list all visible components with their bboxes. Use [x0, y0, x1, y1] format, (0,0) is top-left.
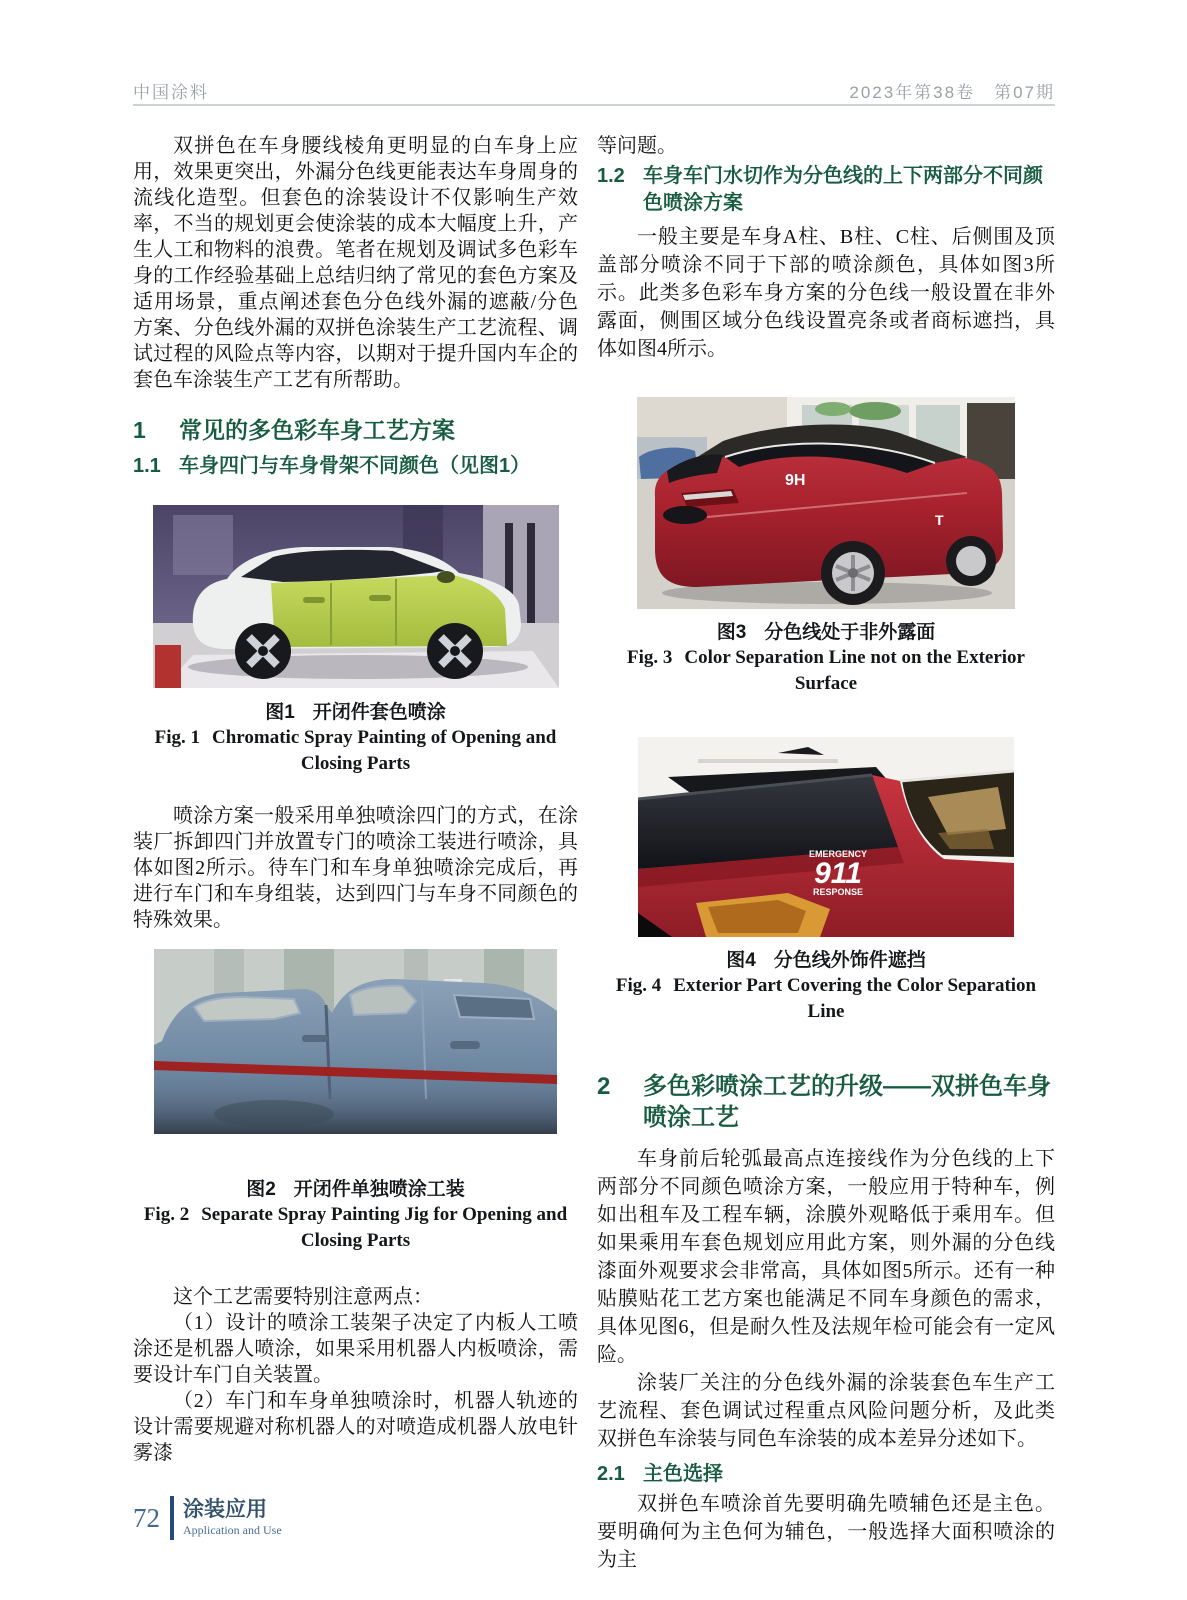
figure-3-caption-zh: 图3 分色线处于非外露面 — [716, 622, 936, 643]
footer-divider — [170, 1496, 174, 1540]
fig4-decal-bottom-text: RESPONSE — [812, 887, 864, 897]
figure-2-caption-zh: 图2 开闭件单独喷涂工装 — [246, 1179, 465, 1200]
note-2: （2）车门和车身单独喷涂时，机器人轨迹的设计需要规避对称机器人的对喷造成机器人放电针雾漆 — [133, 1390, 578, 1464]
figure-1-caption-en: Fig. 1 Chromatic Spray Painting of Opening and Closing Parts — [154, 727, 557, 774]
figure-3-caption-en: Fig. 3 Color Separation Line not on the Exterior Surface — [627, 647, 1025, 694]
section-2-title: 多色彩喷涂工艺的升级——双拼色车身喷涂工艺 — [643, 1073, 1051, 1131]
figure-1 — [133, 505, 578, 777]
fig4-decal-mid-text: 911 — [814, 857, 862, 890]
page-footer — [133, 1496, 282, 1540]
figure-4-image — [638, 737, 1014, 937]
section-1-number: 1 — [133, 417, 146, 443]
footer-section-en: Application and Use — [183, 1523, 282, 1537]
footer-section-zh: 涂装应用 — [183, 1498, 267, 1521]
section-1-2-number: 1.2 — [597, 165, 625, 187]
wheel-arch-paragraph: 车身前后轮弧最高点连接线作为分色线的上下两部分不同颜色喷涂方案，一般应用于特种车，例如出租车及工程车辆，涂膜外观略低于乘用车。但如果乘用车套色规划应用此方案，则外漏的分色线漆面外观要求会非常高，具体如图5所示。还有一种贴膜贴花工艺方案也能满足不同车身颜色的需求，具体见图6，但是耐久性及法规年检可能会有一定风险。 — [597, 1148, 1055, 1366]
left-column — [133, 133, 578, 1466]
figure-4-caption-en: Fig. 4 Exterior Part Covering the Color Separation Line — [615, 975, 1037, 1022]
fig3-logo-text: T — [935, 512, 944, 528]
section-2-1-heading — [597, 1461, 1055, 1488]
section-1-title: 常见的多色彩车身工艺方案 — [179, 417, 455, 443]
note-1: （1）设计的喷涂工装架子决定了内板人工喷涂还是机器人喷涂，如果采用机器人内板喷涂，需要设计车门自关装置。 — [133, 1312, 578, 1386]
section-1-2-title: 车身车门水切作为分色线的上下两部分不同颜色喷涂方案 — [643, 165, 1043, 214]
journal-name: 中国涂料 — [133, 83, 209, 102]
pillar-paragraph: 一般主要是车身A柱、B柱、C柱、后侧围及顶盖部分喷涂不同于下部的喷涂颜色，具体如图3所示。此类多色彩车身方案的分色线一般设置在非外露面，侧围区域分色线设置亮条或者商标遮挡，具体如图4所示。 — [597, 226, 1055, 360]
notes-block — [133, 1284, 578, 1466]
figure-1-caption-zh: 图1 开闭件套色喷涂 — [265, 702, 446, 723]
figure-2-caption-en: Fig. 2 Separate Spray Painting Jig for Opening and Closing Parts — [143, 1204, 568, 1251]
figure-2 — [133, 949, 578, 1254]
figure-3-image — [637, 397, 1015, 609]
section-1-2-heading — [597, 163, 1055, 217]
main-color-paragraph: 双拼色车喷涂首先要明确先喷辅色还是主色。要明确何为主色何为辅色，一般选择大面积喷涂的为主 — [597, 1493, 1055, 1571]
cost-difference-paragraph: 涂装厂关注的分色线外漏的涂装套色车生产工艺流程、套色调试过程重点风险问题分析，及此类双拼色车涂装与同色车涂装的成本差异分述如下。 — [597, 1372, 1055, 1450]
intro-paragraph: 双拼色在车身腰线棱角更明显的白车身上应用，效果更突出，外漏分色线更能表达车身周身的流线化造型。但套色的涂装设计不仅影响生产效率，不当的规划更会使涂装的成本大幅度上升，产生人工和物料的浪费。笔者在规划及调试多色彩车身的工作经验基础上总结归纳了常见的套色方案及适用场景，重点阐述套色分色线外漏的遮蔽/分色方案、分色线外漏的双拼色涂装生产工艺流程、调试过程的风险点等内容，以期对于提升国内车企的套色车涂装生产工艺有所帮助。 — [133, 135, 578, 391]
header-rule — [133, 104, 1055, 106]
section-2-1-title: 主色选择 — [643, 1463, 723, 1485]
fig3-decal-text: 9H — [785, 472, 806, 489]
section-2-1-number: 2.1 — [597, 1463, 625, 1485]
page-header — [133, 78, 1055, 103]
page-number: 72 — [133, 1502, 160, 1533]
fig4-decal-top-text: EMERGENCY — [808, 849, 868, 859]
figure-1-image — [153, 505, 559, 688]
section-2-heading — [597, 1071, 1055, 1133]
notes-intro: 这个工艺需要特别注意两点： — [173, 1286, 433, 1308]
section-1-1-heading — [133, 453, 578, 480]
figure-4-caption-zh: 图4 分色线外饰件遮挡 — [726, 950, 926, 971]
figure-4 — [597, 737, 1055, 1025]
section-2-number: 2 — [597, 1073, 611, 1100]
figure-2-image — [154, 949, 557, 1134]
section-1-1-title: 车身四门与车身骨架不同颜色（见图1） — [179, 455, 531, 477]
issue-info: 2023年第38卷 第07期 — [849, 83, 1055, 102]
right-column — [597, 133, 1055, 1574]
figure-3 — [597, 397, 1055, 697]
continuation-paragraph: 等问题。 — [597, 135, 677, 157]
spray-scheme-paragraph: 喷涂方案一般采用单独喷涂四门的方式，在涂装厂拆卸四门并放置专门的喷涂工装进行喷涂，具体如图2所示。待车门和车身单独喷涂完成后，再进行车门和车身组装，达到四门与车身不同颜色的特殊效果。 — [133, 805, 578, 931]
section-1-heading — [133, 415, 578, 445]
section-1-1-number: 1.1 — [133, 455, 161, 477]
